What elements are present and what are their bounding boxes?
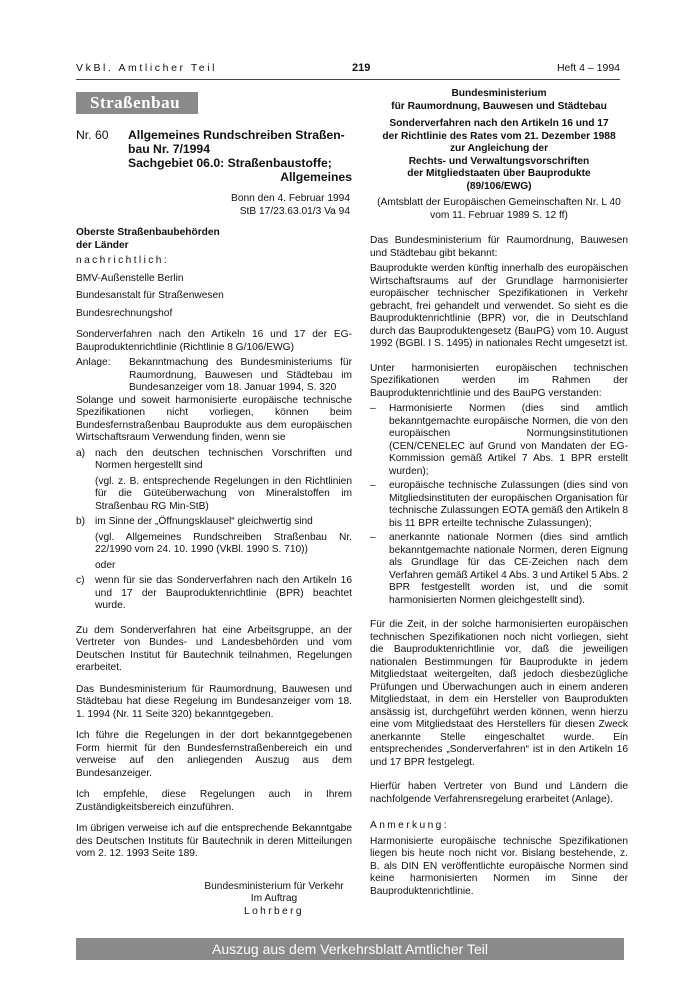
header-rule: [76, 79, 620, 80]
circular-number: Nr. 60: [76, 128, 109, 142]
source-citation: [370, 197, 628, 222]
page-number: 219: [352, 62, 371, 74]
cc-label: nachrichtlich:: [76, 255, 170, 266]
attachment-label: Anlage:: [76, 357, 111, 368]
title-line: Sachgebiet 06.0: Straßenbaustoffe;: [128, 156, 332, 170]
recipients: Oberste Straßenbaubehörden der Länder: [76, 227, 220, 251]
list-marker: –: [370, 403, 376, 414]
body-paragraph: Für die Zeit, in der solche harmonisierten europäischen technischen Spezifikationen noch nicht vorliegen, sieht die Bauproduktenrichtlinie vor, daß die jeweiligen nationalen Bestimmungen für Bauprodukte in jedem Mitgliedstaat weitergelten, daß jedoch diesbezügliche Prüfungen und Überwachungen auch in einem anderen Mitgliedstaat, in dem ein Hersteller von Bauprodukten ansässig ist, durchgeführt werden können, wenn hierzu eine vom Mitgliedstaat des Herstellers für diesen Zweck anerkannte Stelle eingeschaltet wurde. Ein entsprechendes „Sonderverfahren“ ist in den Artikeln 16 und 17 BPR festgelegt.: [370, 619, 628, 768]
list-connector: oder: [95, 559, 116, 571]
signature-block: [196, 881, 352, 919]
title-line: (89/106/EWG): [466, 180, 532, 192]
list-subnote: (vgl. Allgemeines Rundschreiben Straßenbau Nr. 22/1990 vom 24. 10. 1990 (VkBl. 1990 S. 710)): [95, 531, 352, 555]
list-subnote: (vgl. z. B. entsprechende Regelungen in den Richtlinien für die Güteüberwachung von Mineralstoffen im Straßenbau RG Min-StB): [95, 475, 352, 512]
list-marker: b): [76, 516, 86, 527]
journal-name: VkBl. Amtlicher Teil: [76, 62, 218, 74]
title-line: Sonderverfahren nach den Artikeln 16 und 17: [389, 118, 609, 129]
list-text: europäische technische Zulassungen (dies sind von Mitgliedsinstituten der europäischen Organisation für technische Zulassungen EOTA gemäß den Artikeln 8 bis 11 BPR erteilte technische Zulassungen);: [389, 480, 628, 529]
list-text: anerkannte nationale Normen (dies sind amtlich bekanntgemachte nationale Normen, deren Eignung als Grundlage für das CE-Zeichen nach dem Verfahren gemäß Artikel 4 Abs. 3 und Artikel 5 Abs. 2 BPR festgestellt worden ist, und die somit harmonisierten Normen gleichgestellt sind).: [389, 532, 628, 606]
body-paragraph: Solange und soweit harmonisierte europäische technische Spezifikationen nicht vorliegen, können beim Bundesfernstraßenbau Bauprodukte aus dem europäischen Wirtschaftsraum Verwendung finden, wenn sie: [76, 394, 352, 443]
list-item: [370, 480, 628, 530]
body-paragraph: Ich empfehle, diese Regelungen auch in Ihrem Zuständigkeitsbereich einzuführen.: [76, 789, 352, 813]
list-marker: c): [76, 575, 85, 586]
list-item: [370, 403, 628, 478]
signature-org: Bundesministerium für Verkehr: [204, 880, 344, 892]
circular-title: [128, 128, 352, 184]
signature-authority: Im Auftrag: [250, 893, 298, 904]
body-paragraph: Hierfür haben Vertreter von Bund und Ländern die nachfolgende Verfahrensregelung erarbeitet (Anlage).: [370, 781, 628, 805]
citation-line: (Amtsblatt der Europäischen Gemeinschaften Nr. L 40: [377, 197, 621, 208]
footer-banner: Auszug aus dem Verkehrsblatt Amtlicher Teil: [76, 938, 624, 960]
list-marker: –: [370, 532, 376, 543]
title-line: Rechts- und Verwaltungsvorschriften: [408, 155, 590, 167]
note-text: Harmonisierte europäische technische Spezifikationen liegen bis heute noch nicht vor. Bislang bestehende, z. B. als DIN EN veröffentlichte europäische Normen sind keine harmonisierten Normen im Sinne der Bauproduktenrichtlinie.: [370, 835, 628, 897]
note-label: Anmerkung:: [370, 820, 449, 831]
list-item: [76, 448, 352, 473]
right-column: [370, 88, 628, 907]
attachment-text: Bekanntmachung des Bundesministeriums für Raumordnung, Bauwesen und Städtebau im Bundesanzeiger vom 18. Januar 1994, S. 320: [129, 357, 352, 393]
list-item: [76, 516, 352, 529]
circular-heading: [76, 128, 352, 184]
body-paragraph: Das Bundesministerium für Raumordnung, Bauwesen und Städtebau hat diese Regelung im Bundesanzeiger vom 18. 1. 1994 (Nr. 11 Seite 320) bekanntgegeben.: [76, 683, 352, 720]
cc-recipient: BMV-Außenstelle Berlin: [76, 272, 184, 284]
title-line: Allgemeines: [280, 170, 352, 184]
signature-name: Lohrberg: [244, 905, 304, 917]
subject-paragraph: Sonderverfahren nach den Artikeln 16 und 17 der EG-Bauproduktenrichtlinie (Richtlinie 8 G/106/EWG): [76, 329, 352, 353]
cc-recipient: Bundesanstalt für Straßenwesen: [76, 290, 224, 301]
attachment-note: [76, 357, 352, 395]
citation-line: vom 11. Februar 1989 S. 12 ff): [430, 209, 568, 221]
cc-recipient: Bundesrechnungshof: [76, 307, 173, 319]
list-item: [76, 575, 352, 613]
body-paragraph: Im übrigen verweise ich auf die entsprechende Bekanntgabe des Deutschen Instituts für Bautechnik in deren Mitteilungen vom 2. 12. 1993 Seite 189.: [76, 823, 352, 859]
body-paragraph: Das Bundesministerium für Raumordnung, Bauwesen und Städtebau gibt bekannt:: [370, 235, 628, 259]
date: Bonn den 4. Februar 1994: [231, 193, 350, 204]
announcement-title: [370, 118, 628, 193]
title-line: der Richtlinie des Rates vom 21. Dezember 1988: [382, 130, 616, 142]
list-item: [370, 532, 628, 607]
title-line: bau Nr. 7/1994: [128, 142, 210, 156]
left-column: [76, 88, 352, 918]
title-line: zur Angleichung der: [449, 143, 549, 154]
body-paragraph: Unter harmonisierten europäischen technischen Spezifikationen werden im Rahmen der Bauproduktenrichtlinie und des BauPG verstanden:: [370, 362, 628, 399]
list-marker: a): [76, 447, 86, 459]
list-text: im Sinne der „Öffnungsklausel“ gleichwertig sind: [95, 516, 313, 527]
list-text: nach den deutschen technischen Vorschriften und Normen hergestellt sind: [95, 447, 352, 471]
ministry-heading: [370, 88, 628, 113]
section-heading: Straßenbau: [76, 92, 198, 114]
body-paragraph: Ich führe die Regelungen in der dort bekanntgegebenen Form hiermit für den Bundesfernstraßenbereich ein und verweise auf den anliegenden Auszug aus dem Bundesanzeiger.: [76, 730, 352, 779]
list-marker: –: [370, 480, 376, 491]
body-paragraph: Zu dem Sonderverfahren hat eine Arbeitsgruppe, an der Vertreter von Bundes- und Landesbehörden und vom Deutschen Institut für Bautechnik teilnahmen, Regelungen erarbeitet.: [76, 624, 352, 673]
ministry-line: Bundesministerium: [451, 88, 547, 99]
issue-label: Heft 4 – 1994: [556, 62, 620, 74]
list-text: wenn für sie das Sonderverfahren nach den Artikeln 16 und 17 der Bauproduktenrichtlinie (BPR) beachtet wurde.: [95, 575, 352, 611]
title-line: Allgemeines Rundschreiben Straßen-: [128, 128, 345, 142]
title-line: der Mitgliedstaaten über Bauprodukte: [407, 168, 591, 179]
reference: StB 17/23.63.01/3 Va 94: [239, 205, 350, 217]
ministry-line: für Raumordnung, Bauwesen und Städtebau: [391, 100, 607, 112]
list-text: Harmonisierte Normen (dies sind amtlich bekanntgemachte europäische Normen, die von den europäischen Normungsinstitutionen (CEN/CENELEC auf Grund von Mandaten der EG-Kommission gemäß Artikel 7 Abs. 1 BPR erstellt wurden);: [389, 403, 628, 477]
body-paragraph: Bauprodukte werden künftig innerhalb des europäischen Wirtschaftsraums auf der Grundlage harmonisierter europäischer technischer Spezifikationen in Verkehr gebracht, frei gehandelt und verwendet. So sieht es die Bauproduktenrichtlinie (BPR) vor, die in Deutschland durch das Bauproduktengesetz (BauPG) vom 10. August 1992 (BGBl. I S. 1495) in nationales Recht umgesetzt ist.: [370, 263, 628, 349]
date-line: [76, 193, 352, 218]
